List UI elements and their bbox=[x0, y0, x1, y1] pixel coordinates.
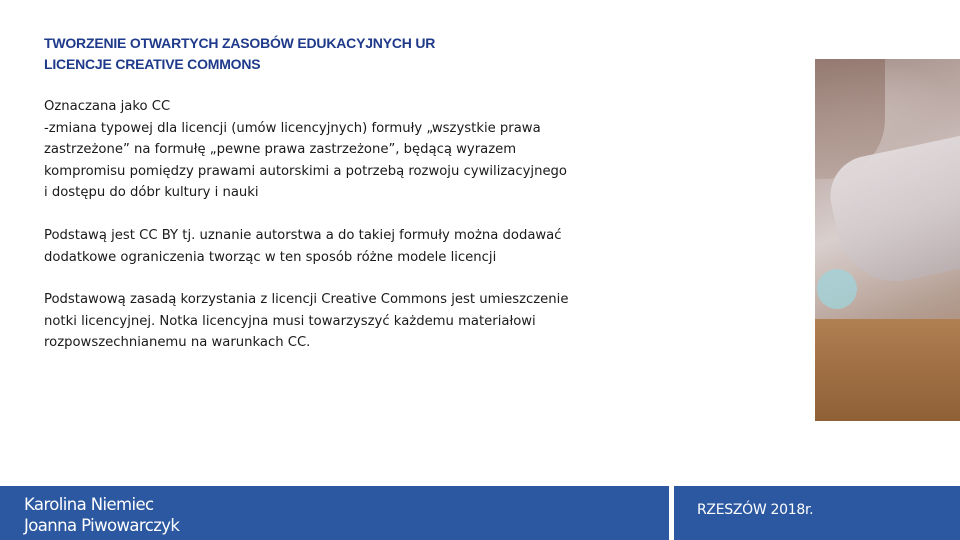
decorative-photo bbox=[815, 59, 960, 421]
text-line: -zmiana typowej dla licencji (umów licencyjnych) formuły „wszystkie prawa bbox=[44, 120, 541, 136]
slide-body bbox=[44, 96, 644, 354]
text-line: Podstawą jest CC BY tj. uznanie autorstwa a do takiej formuły można dodawać bbox=[44, 227, 562, 243]
paragraph-definition bbox=[44, 96, 644, 204]
title-line: TWORZENIE OTWARTYCH ZASOBÓW EDUKACYJNYCH UR bbox=[44, 35, 436, 51]
place-date: RZESZÓW 2018r. bbox=[697, 502, 814, 518]
text-line: i dostępu do dóbr kultury i nauki bbox=[44, 185, 259, 201]
text-line: Oznaczana jako CC bbox=[44, 99, 171, 114]
text-line: dodatkowe ograniczenia tworząc w ten sposób różne modele licencji bbox=[44, 249, 497, 265]
photo-wristband-shape bbox=[817, 269, 857, 309]
photo-table-shape bbox=[815, 319, 960, 421]
footer-divider bbox=[669, 486, 674, 540]
paragraph-license-note bbox=[44, 289, 644, 354]
author-name: Karolina Niemiec bbox=[24, 495, 154, 514]
slide-title bbox=[44, 33, 564, 75]
text-line: rozpowszechnianemu na warunkach CC. bbox=[44, 335, 311, 351]
text-line: zastrzeżone” na formułę „pewne prawa zastrzeżone”, będącą wyrazem bbox=[44, 142, 517, 158]
text-line: Podstawową zasadą korzystania z licencji Creative Commons jest umieszczenie bbox=[44, 292, 569, 308]
title-line: LICENCJE CREATIVE COMMONS bbox=[44, 56, 261, 72]
author-name: Joanna Piwowarczyk bbox=[24, 516, 180, 535]
text-line: notki licencyjnej. Notka licencyjna musi towarzyszyć każdemu materiałowi bbox=[44, 313, 536, 329]
paragraph-cc-by bbox=[44, 225, 644, 268]
text-line: kompromisu pomiędzy prawami autorskimi a potrzebą rozwoju cywilizacyjnego bbox=[44, 163, 567, 179]
